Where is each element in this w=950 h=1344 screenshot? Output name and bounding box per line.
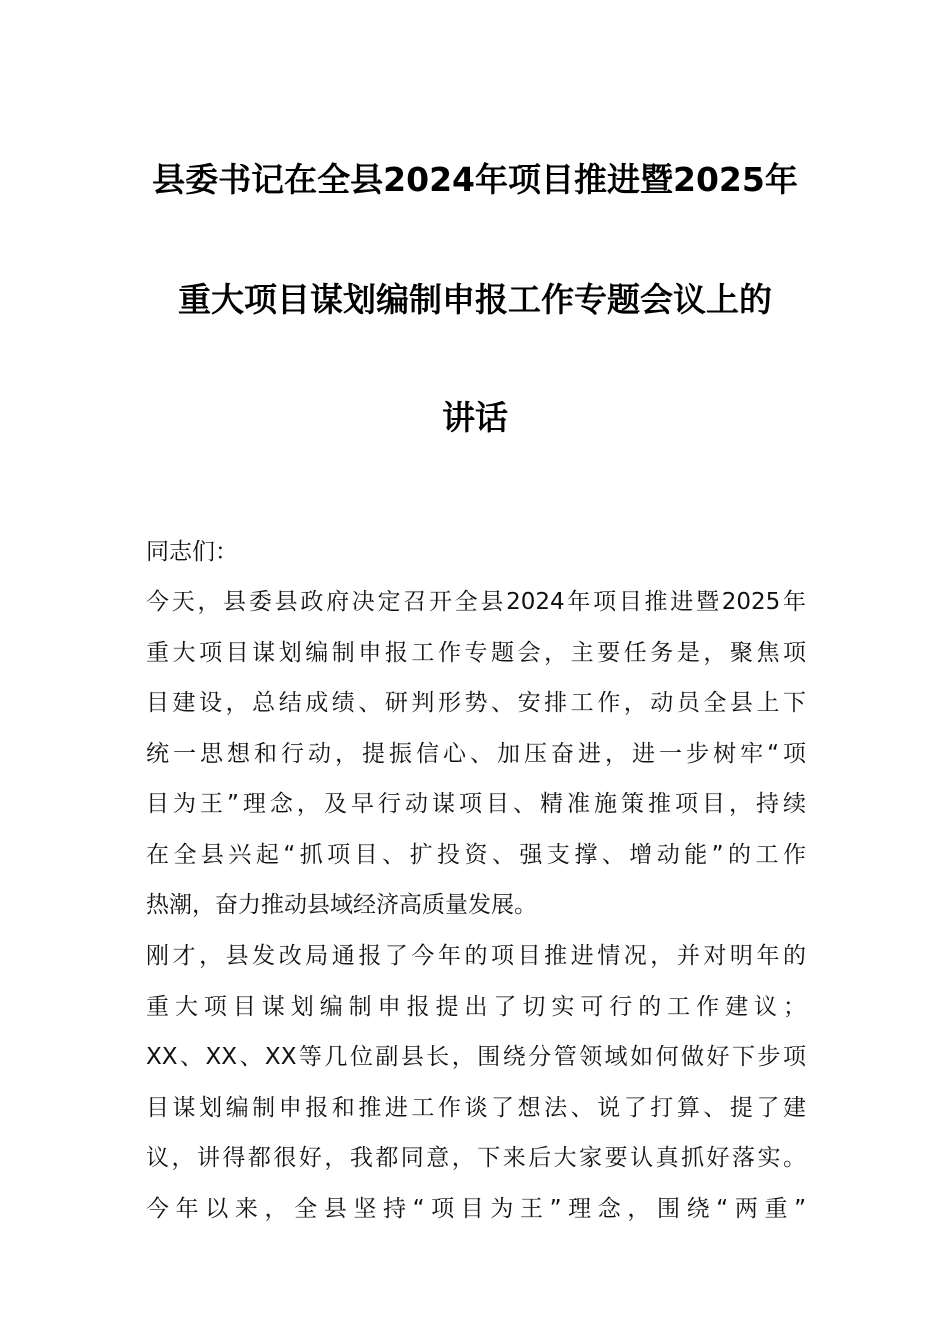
paragraph-line: XX、XX、XX等几位副县长，围绕分管领域如何做好下步项 bbox=[146, 1044, 806, 1070]
paragraph-1 bbox=[146, 577, 806, 931]
document-title-line-2: 重大项目谋划编制申报工作专题会议上的 bbox=[178, 280, 772, 319]
paragraph-3 bbox=[146, 1184, 806, 1235]
paragraph-line: 重大项目谋划编制申报工作专题会，主要任务是，聚焦项 bbox=[146, 639, 806, 666]
paragraph-2 bbox=[146, 931, 806, 1184]
document-title-line-3: 讲话 bbox=[442, 398, 508, 437]
paragraph-line: 热潮，奋力推动县域经济高质量发展。 bbox=[146, 892, 537, 918]
paragraph-line: 今年以来，全县坚持“项目为王”理念，围绕“两重” bbox=[146, 1196, 806, 1222]
paragraph-line: 今天，县委县政府决定召开全县2024年项目推进暨2025年 bbox=[146, 589, 806, 615]
paragraph-line: 目建设，总结成绩、研判形势、安排工作，动员全县上下 bbox=[146, 690, 806, 716]
paragraph-line: 在全县兴起“抓项目、扩投资、强支撑、增动能”的工作 bbox=[146, 841, 806, 868]
paragraph-line: 刚才，县发改局通报了今年的项目推进情况，并对明年的 bbox=[146, 943, 806, 969]
paragraph-line: 统一思想和行动，提振信心、加压奋进，进一步树牢“项 bbox=[146, 740, 806, 767]
paragraph-line: 目为王”理念，及早行动谋项目、精准施策推项目，持续 bbox=[146, 791, 806, 817]
paragraph-line: 重大项目谋划编制申报提出了切实可行的工作建议； bbox=[146, 993, 806, 1020]
paragraph-line: 议，讲得都很好，我都同意，下来后大家要认真抓好落实。 bbox=[146, 1145, 806, 1171]
document-title-line-1: 县委书记在全县2024年项目推进暨2025年 bbox=[152, 160, 798, 199]
paragraph-line: 目谋划编制申报和推进工作谈了想法、说了打算、提了建 bbox=[146, 1094, 806, 1121]
salutation: 同志们： bbox=[146, 539, 238, 565]
